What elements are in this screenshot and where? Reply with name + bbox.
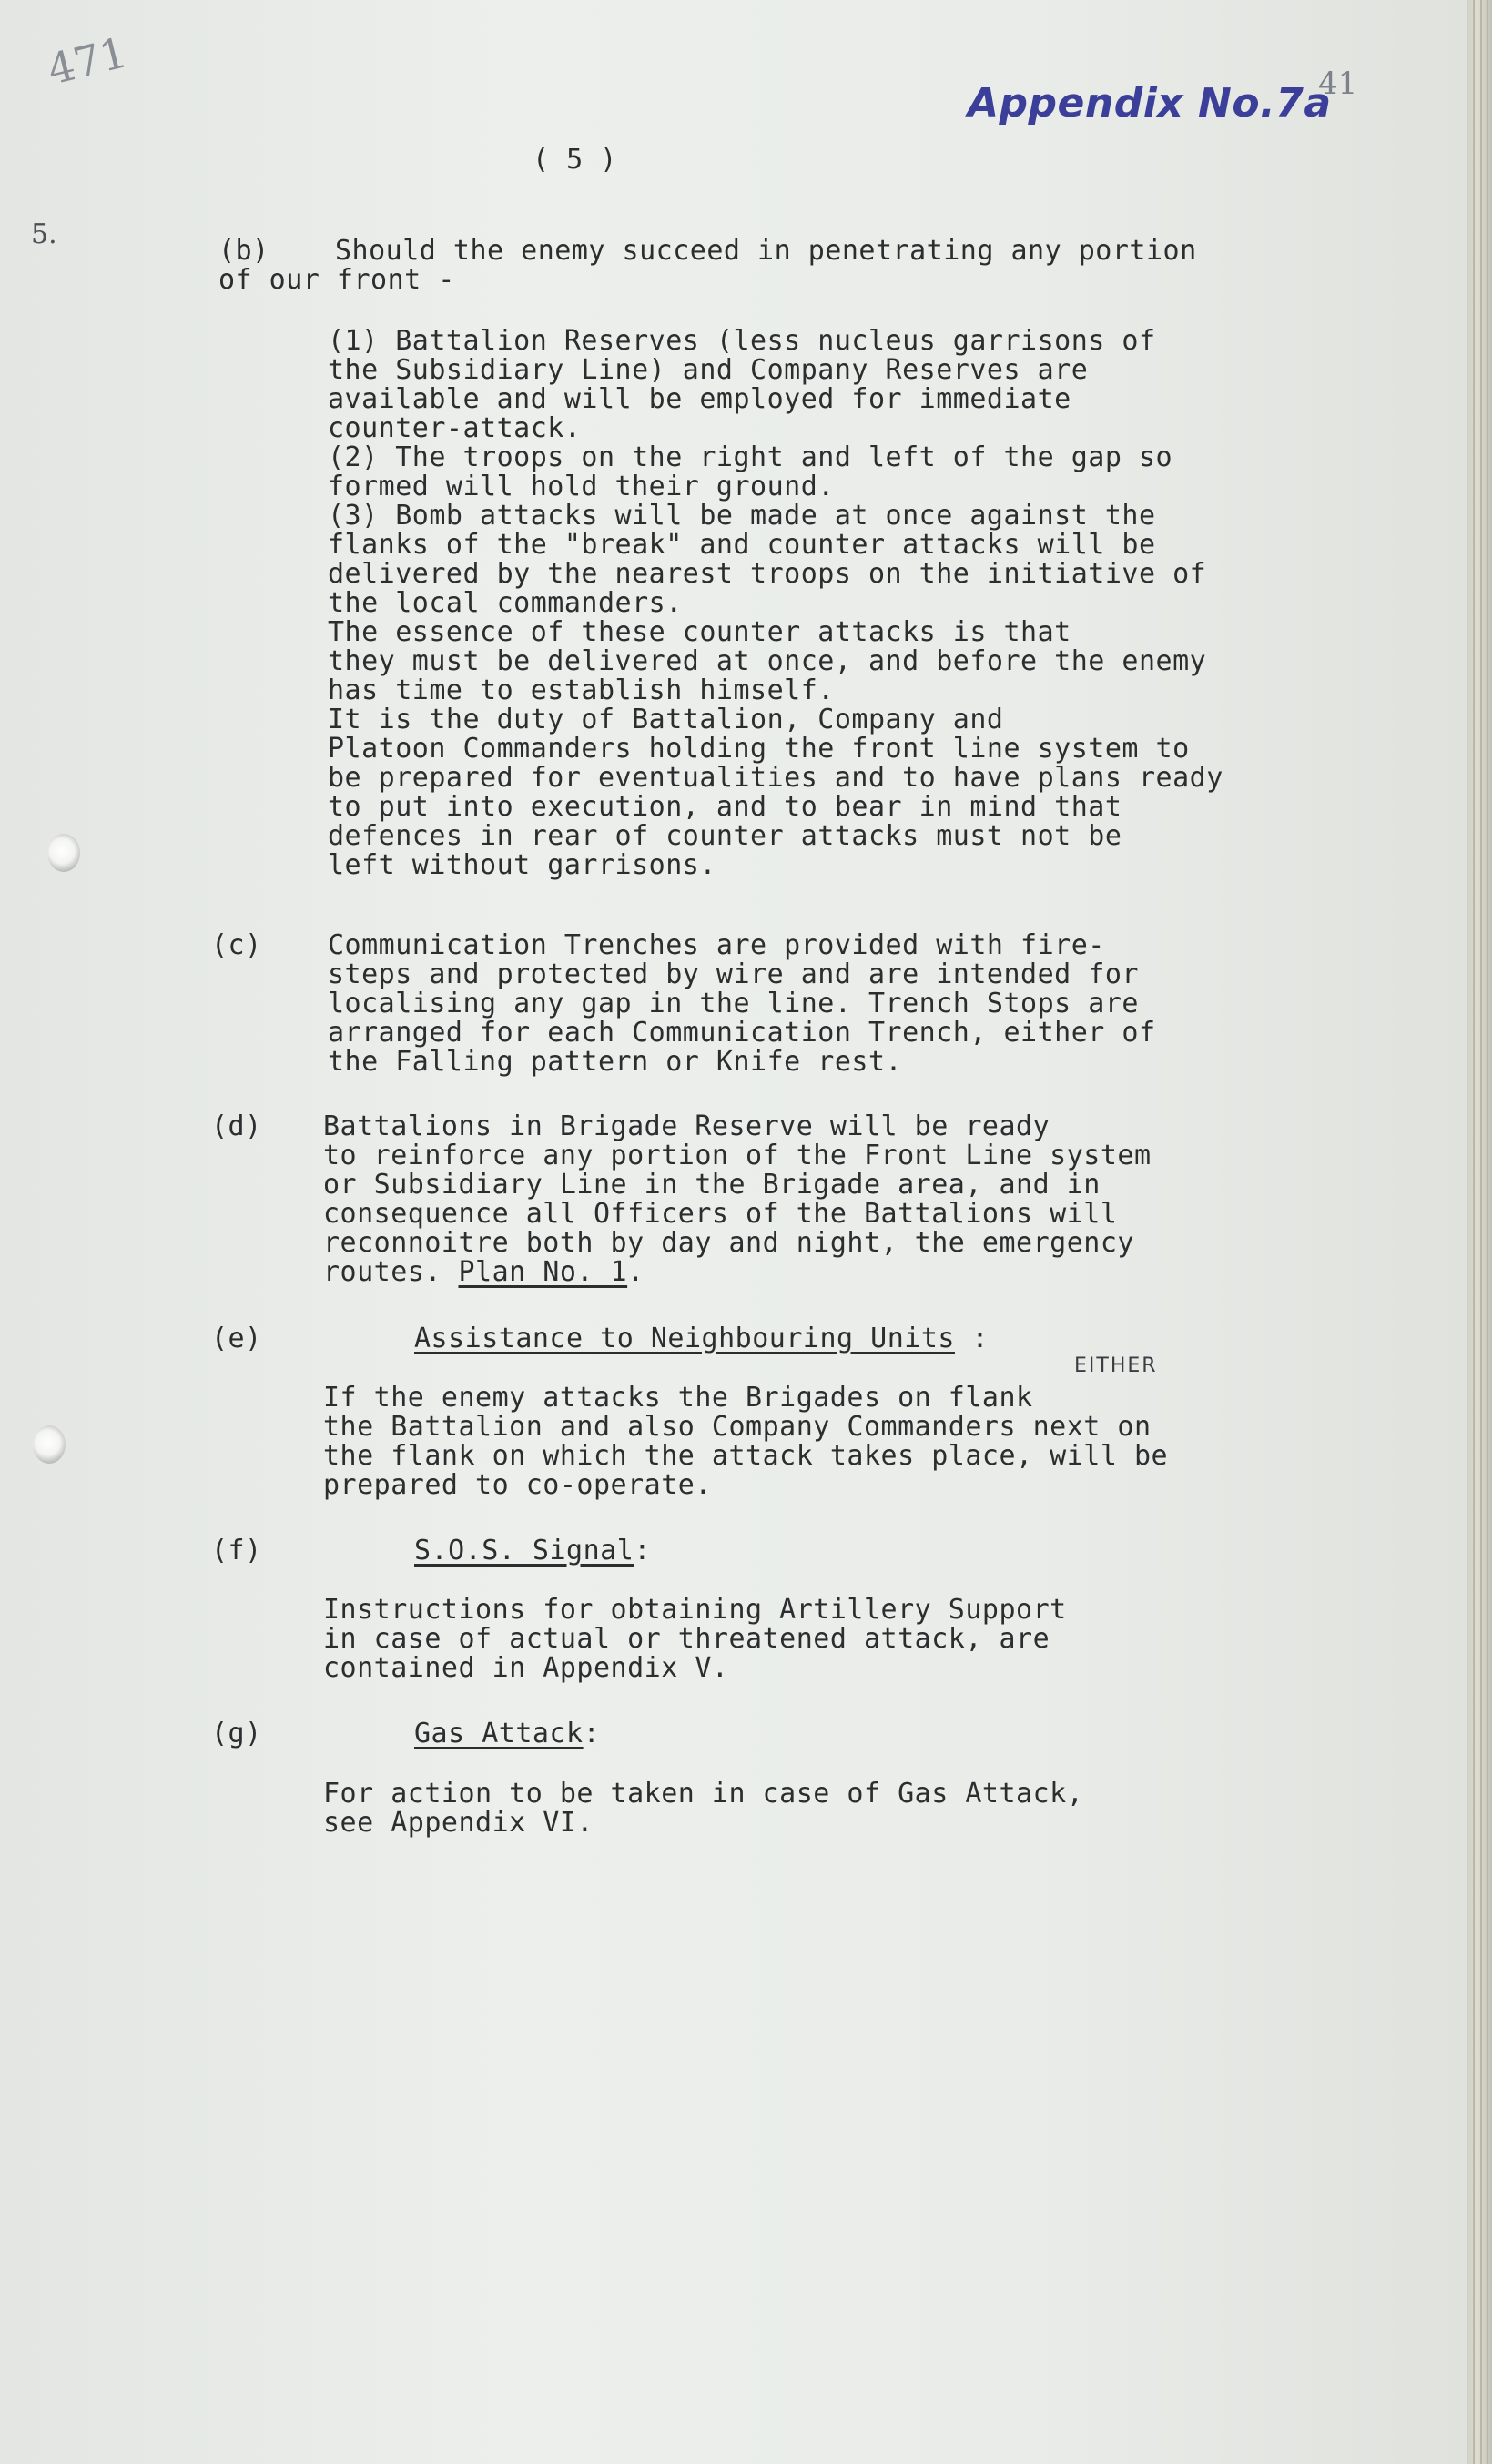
text-line: Communication Trenches are provided with fire-	[328, 929, 1105, 961]
text-line: (3) Bomb attacks will be made at once against the	[328, 500, 1156, 532]
section-e-label: (e)	[211, 1323, 262, 1354]
text-line: Instructions for obtaining Artillery Support	[323, 1594, 1067, 1626]
section-c-label: (c)	[211, 929, 262, 961]
text-line: to reinforce any portion of the Front Line system	[323, 1140, 1152, 1171]
text-line: the Subsidiary Line) and Company Reserves are	[328, 354, 1089, 386]
text-line: contained in Appendix V.	[323, 1652, 729, 1684]
text-line: prepared to co-operate.	[323, 1469, 712, 1501]
heading-text: Assistance to Neighbouring Units	[414, 1323, 955, 1354]
text-line: It is the duty of Battalion, Company and	[328, 704, 1004, 735]
section-b-label: (b)	[218, 235, 269, 267]
text-line: delivered by the nearest troops on the initiative of	[328, 558, 1207, 590]
section-e-heading	[414, 1324, 989, 1354]
section-g-heading	[414, 1719, 600, 1749]
heading-suffix: :	[954, 1323, 990, 1354]
stacked-page-edges	[1467, 0, 1492, 2464]
plan-reference: Plan No. 1	[458, 1256, 628, 1288]
punch-hole-upper	[47, 834, 80, 872]
section-d-label: (d)	[211, 1110, 262, 1142]
text-line: formed will hold their ground.	[328, 471, 835, 502]
text-line: For action to be taken in case of Gas Attack,	[323, 1778, 1084, 1810]
text-line: or Subsidiary Line in the Brigade area, and in	[323, 1169, 1101, 1201]
punch-hole-lower	[33, 1425, 66, 1464]
margin-paragraph-number: 5.	[31, 218, 57, 250]
text-line: steps and protected by wire and are intended for	[328, 958, 1139, 990]
plan-suffix: .	[627, 1256, 645, 1288]
text-line: arranged for each Communication Trench, either of	[328, 1017, 1156, 1049]
text-line: (2) The troops on the right and left of the gap so	[328, 441, 1173, 473]
text-line: the local commanders.	[328, 587, 683, 619]
text-line: If the enemy attacks the Brigades on flank	[323, 1382, 1033, 1414]
pencil-reference: 471	[42, 27, 133, 95]
folio-number: 41	[1318, 66, 1358, 102]
text-line: to put into execution, and to bear in mind that	[328, 791, 1122, 823]
text-line: defences in rear of counter attacks must not be	[328, 820, 1122, 852]
page-number: ( 5 )	[533, 144, 617, 176]
text-line: reconnoitre both by day and night, the emergency	[323, 1227, 1134, 1259]
text-line: they must be delivered at once, and before the enemy	[328, 645, 1207, 677]
heading-text: S.O.S. Signal	[414, 1535, 634, 1567]
text-line: localising any gap in the line. Trench Stops are	[328, 988, 1139, 1019]
text-line: consequence all Officers of the Battalions will	[323, 1198, 1118, 1230]
text-line: has time to establish himself.	[328, 674, 835, 706]
text-line: flanks of the "break" and counter attacks will be	[328, 529, 1156, 561]
section-f-heading	[414, 1536, 651, 1566]
text-line: Platoon Commanders holding the front line system to	[328, 733, 1190, 765]
text-line: Should the enemy succeed in penetrating any portion	[335, 235, 1197, 267]
text-line: Battalions in Brigade Reserve will be ready	[323, 1110, 1050, 1142]
page-edge-line	[1480, 0, 1482, 2464]
text-line: be prepared for eventualities and to have plans ready	[328, 762, 1223, 794]
text-line: the Falling pattern or Knife rest.	[328, 1046, 903, 1078]
section-f-label: (f)	[211, 1535, 262, 1567]
page-edge-line	[1473, 0, 1475, 2464]
text-line: the Battalion and also Company Commanders next on	[323, 1411, 1152, 1443]
text-line: of our front -	[218, 264, 455, 296]
text-line: left without garrisons.	[328, 849, 716, 881]
text-line: the flank on which the attack takes place, will be	[323, 1440, 1169, 1472]
handwritten-insert: EITHER	[1074, 1354, 1158, 1377]
section-g-label: (g)	[211, 1718, 262, 1749]
text-line: see Appendix VI.	[323, 1807, 594, 1839]
text-line: (1) Battalion Reserves (less nucleus garrisons of	[328, 325, 1156, 357]
text-line: counter-attack.	[328, 412, 582, 444]
heading-text: Gas Attack	[414, 1718, 584, 1749]
text-line: available and will be employed for immediate	[328, 383, 1071, 415]
heading-suffix: :	[634, 1535, 651, 1567]
appendix-stamp: Appendix No.7a	[968, 80, 1332, 127]
text-line-last	[323, 1258, 645, 1287]
text-line: The essence of these counter attacks is that	[328, 616, 1071, 648]
heading-suffix: :	[583, 1718, 601, 1749]
text-line: in case of actual or threatened attack, are	[323, 1623, 1050, 1655]
routes-text: routes.	[323, 1256, 459, 1288]
page-edge-line	[1487, 0, 1488, 2464]
